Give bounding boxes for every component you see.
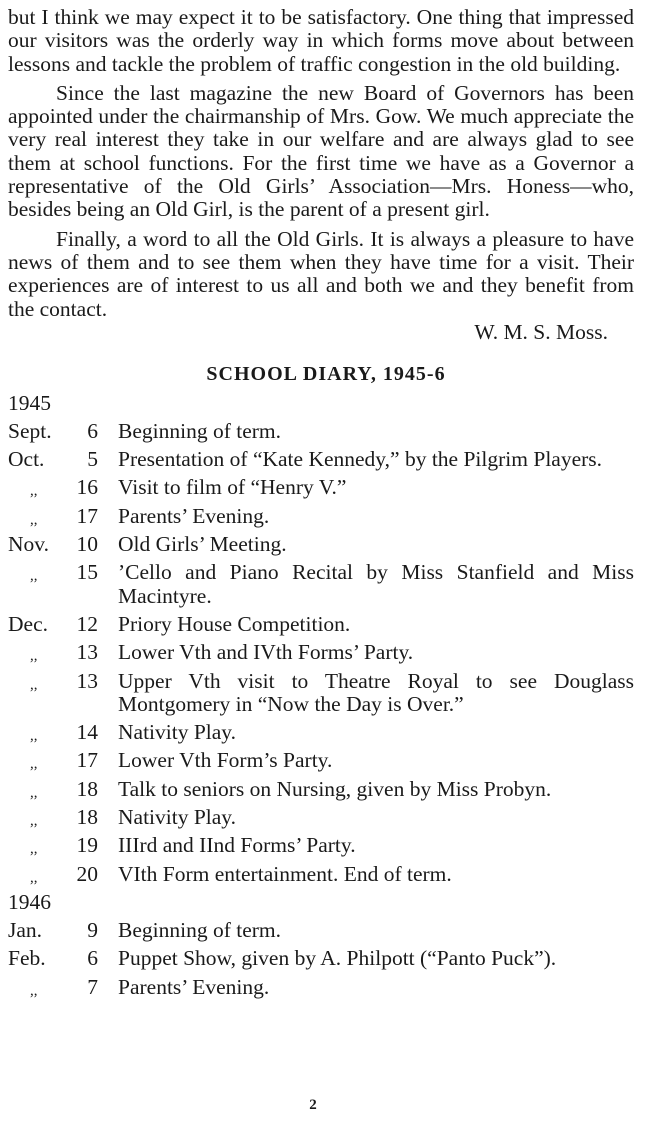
diary-section-1945 [8,392,634,886]
entry-day: 13 [76,640,98,665]
document-page [8,6,634,1004]
entry-month: Nov. [8,532,50,557]
entry-day: 6 [87,418,98,443]
entry-day: 7 [87,974,98,999]
entry-day: 9 [87,917,98,942]
ditto-mark: ,, [30,568,38,585]
ditto-mark: ,, [30,756,38,773]
ditto-mark: ,, [30,982,38,999]
diary-entry [8,806,634,829]
entry-day: 14 [76,720,98,745]
diary-entry [8,670,634,717]
diary-entry [8,533,634,556]
entry-text: Upper Vth visit to Theatre Royal to see Douglass Montgomery in “Now the Day is Over.” [118,668,634,716]
entry-text: IIIrd and IInd Forms’ Party. [118,833,356,858]
entry-day: 12 [76,611,98,636]
diary-entry [8,476,634,499]
ditto-mark: ,, [30,869,38,886]
entry-day: 19 [76,833,98,858]
diary-entry [8,976,634,999]
entry-day: 15 [76,560,98,585]
paragraph-continuation: but I think we may expect it to be satisfactory. One thing that impressed our visitors was the orderly way in which forms move about between lessons and tackle the problem of traffic congestion in the old building. [8,5,634,76]
diary-entry [8,778,634,801]
diary-entry [8,613,634,636]
entry-text: Puppet Show, given by A. Philpott (“Panto Puck”). [118,946,557,971]
ditto-mark: ,, [30,648,38,665]
entry-text: Parents’ Evening. [118,974,270,999]
diary-heading: SCHOOL DIARY, 1945-6 [206,362,446,385]
diary-entry [8,420,634,443]
diary-entry [8,919,634,942]
entry-day: 20 [76,861,98,886]
diary-entry [8,505,634,528]
entry-day: 18 [76,805,98,830]
diary-year: 1946 [8,889,51,914]
diary-entry [8,561,634,608]
entry-text: Visit to film of “Henry V.” [118,475,347,500]
paragraph-old-girls: Finally, a word to all the Old Girls. It is always a pleasure to have news of them and to see them when they have time for a visit. Their experiences are of interest to us all and both we and they benefit from the contact. [8,226,634,321]
entry-text: Beginning of term. [118,917,282,942]
entry-day: 18 [76,776,98,801]
diary-year: 1945 [8,390,51,415]
signature: W. M. S. Moss. [474,319,608,344]
ditto-mark: ,, [30,676,38,693]
diary-entry [8,749,634,772]
entry-month: Oct. [8,447,45,472]
entry-text: Nativity Play. [118,720,237,745]
entry-text: Presentation of “Kate Kennedy,” by the Pilgrim Players. [118,447,603,472]
entry-day: 13 [76,668,98,693]
diary-entry [8,641,634,664]
ditto-mark: ,, [30,511,38,528]
entry-text: Lower Vth and IVth Forms’ Party. [118,640,414,665]
diary-entry [8,834,634,857]
entry-day: 10 [76,532,98,557]
entry-day: 17 [76,748,98,773]
entry-month: Sept. [8,418,52,443]
entry-text: Old Girls’ Meeting. [118,532,287,557]
entry-text: Nativity Play. [118,805,237,830]
ditto-mark: ,, [30,784,38,801]
diary-entry [8,448,634,471]
entry-day: 16 [76,475,98,500]
entry-text: VIth Form entertainment. End of term. [118,861,452,886]
entry-day: 5 [87,447,98,472]
entry-text: ’Cello and Piano Recital by Miss Stanfield and Miss Macintyre. [118,560,634,608]
diary-entry [8,721,634,744]
paragraph-board-of-governors: Since the last magazine the new Board of Governors has been appointed under the chairmanship of Mrs. Gow. We much appreciate the very real interest they take in our welfare and are always glad to see them at school functions. For the first time we have as a Governor a representative of the Old Girls’ Association—Mrs. Honess—who, besides being an Old Girl, is the parent of a present girl. [8,80,634,222]
entry-day: 17 [76,503,98,528]
entry-text: Priory House Competition. [118,611,351,636]
entry-month: Dec. [8,611,48,636]
diary-entry [8,947,634,970]
entry-text: Parents’ Evening. [118,503,270,528]
entry-text: Beginning of term. [118,418,282,443]
diary-section-1946 [8,891,634,999]
ditto-mark: ,, [30,813,38,830]
entry-text: Talk to seniors on Nursing, given by Miss Probyn. [118,776,552,801]
ditto-mark: ,, [30,728,38,745]
ditto-mark: ,, [30,841,38,858]
entry-text: Lower Vth Form’s Party. [118,748,333,773]
entry-month: Feb. [8,946,46,971]
entry-day: 6 [87,946,98,971]
page-number: 2 [309,1097,317,1113]
ditto-mark: ,, [30,483,38,500]
entry-month: Jan. [8,917,43,942]
diary-entry [8,863,634,886]
